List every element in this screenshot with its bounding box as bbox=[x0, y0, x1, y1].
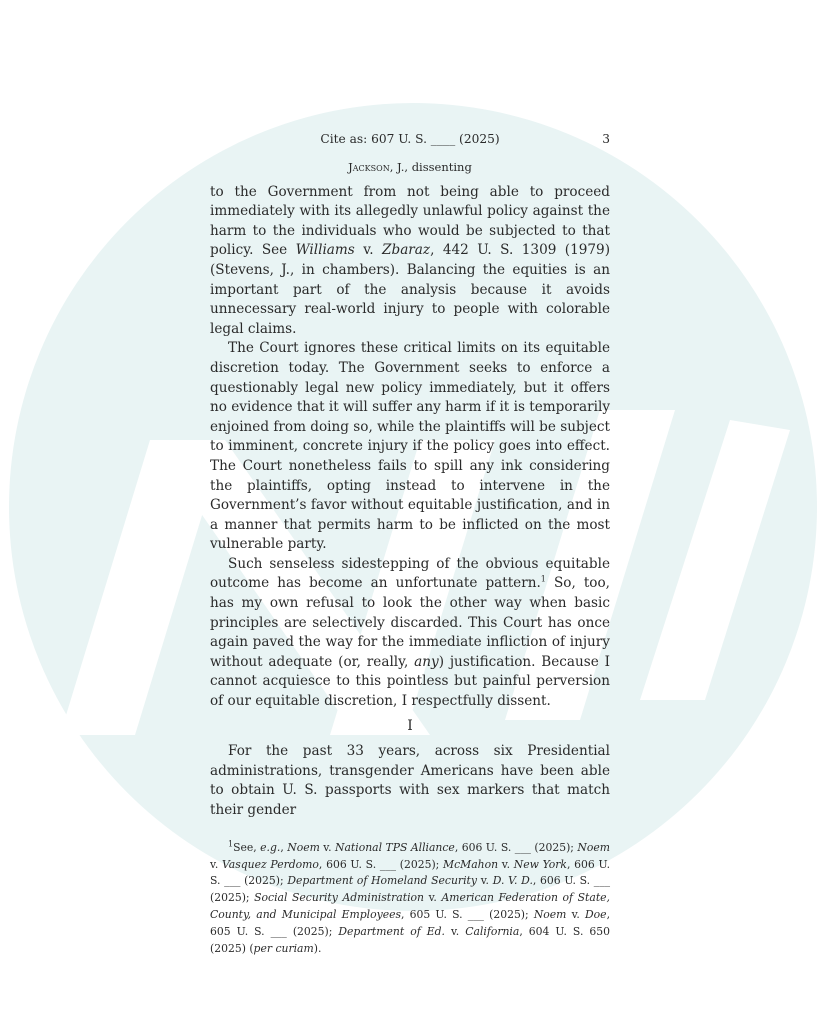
footnote-text-segment: , 605 U. S. ___ (2025); bbox=[210, 908, 610, 939]
footnote-text-segment: v. bbox=[498, 857, 514, 871]
footnote-text-segment: ). bbox=[313, 942, 322, 956]
emphasis-any: any bbox=[414, 653, 439, 670]
paragraph-2: The Court ignores these critical limits on its equitable discretion today. The Government seeks to enforce a questionably legal new policy immediately, but it offers no evidence that it will suffer any harm if it is temporarily enjoined from doing so, while the plaintiffs will be subject to imminent, concrete injury if the policy goes into effect. The Court nonetheless fails to spill any ink considering the plaintiffs, opting instead to intervene in the Government’s favor without equitable justification, and in a manner that permits harm to be inflicted on the most vulnerable party. bbox=[210, 340, 611, 553]
document-page bbox=[210, 130, 610, 958]
footnote-text-segment: , 605 U. S. ___ (2025); bbox=[401, 908, 534, 922]
footnote-text-segment: , 604 U. S. 650 (2025) ( bbox=[210, 925, 610, 956]
footnote-text-segment: Department of Ed. bbox=[338, 925, 445, 939]
footnote-text-segment: e.g. bbox=[260, 840, 281, 854]
footnote-text-segment: , bbox=[280, 840, 288, 854]
footnote-text-segment: v. bbox=[566, 908, 586, 922]
footnote-text-segment: , 442 U. S. 1309 (1979) (Stevens, J., in chambers). Balancing the equities is an important part of the analysis because it avoids unnecessary real-world injury to people with colorable legal claims. bbox=[210, 242, 610, 337]
footnote-text-segment: v. bbox=[319, 840, 336, 854]
footnote-text-segment: v. bbox=[354, 242, 383, 259]
footnote-number: 1 bbox=[228, 839, 234, 848]
footnote-text-segment: New York bbox=[513, 857, 567, 871]
footnote-text-segment: , 606 U. S. ___ (2025); bbox=[318, 857, 444, 871]
justice-suffix: , J., dissenting bbox=[389, 160, 472, 174]
section-heading: I bbox=[407, 717, 413, 734]
footnote-text-segment: , 606 U. S. ___ (2025); bbox=[210, 874, 610, 905]
footnote-text-segment: McMahon bbox=[443, 857, 499, 871]
footnote-text-segment: Department of Homeland Security bbox=[287, 874, 477, 888]
footnote-marker[interactable]: 1 bbox=[540, 574, 546, 584]
footnote-text-segment: Noem bbox=[533, 908, 567, 922]
footnote-text-segment: Noem bbox=[577, 840, 610, 854]
footnote-text-segment: v. bbox=[444, 925, 466, 939]
justice-name: Jackson bbox=[348, 160, 390, 174]
footnote-text-segment: , 606 U. S. ___ (2025); bbox=[210, 857, 610, 888]
footnote-text-segment: See, bbox=[233, 840, 261, 854]
footnote-text-segment: Noem bbox=[287, 840, 320, 854]
citation-header: Cite as: 607 U. S. ____ (2025) bbox=[320, 132, 500, 146]
footnote-text-segment: American Federation of State, County, and Municipal Employees bbox=[210, 891, 610, 922]
footnote-text-segment: v. bbox=[476, 874, 493, 888]
footnote-text-segment: So, too, has my own refusal to look the other way when basic principles are selectively discarded. This Court has once again paved the way for the immediate infliction of injury without adequate (or, really, bbox=[210, 575, 610, 670]
watermark-letter-i-2 bbox=[640, 420, 790, 700]
case-name-williams: Williams bbox=[295, 242, 355, 259]
footnote-text-segment: Doe bbox=[585, 908, 607, 922]
footnote-text-segment: D. V. D. bbox=[492, 874, 533, 888]
footnote-text-segment: , 606 U. S. ___ (2025); bbox=[454, 840, 578, 854]
footnote-text-segment: to the Government from not being able to proceed immediately with its allegedly unlawful policy against the harm to the individuals who would be subjected to that policy. See bbox=[210, 183, 610, 259]
footnote-text-segment: v. bbox=[210, 857, 222, 871]
footnote-text-segment: Vasquez Perdomo bbox=[221, 857, 319, 871]
footnote-text-segment: California bbox=[465, 925, 520, 939]
running-header bbox=[210, 130, 610, 150]
footnote-text-segment: Such senseless sidestepping of the obvious equitable outcome has become an unfortunate pattern. bbox=[210, 555, 610, 592]
footnote-1 bbox=[210, 840, 610, 958]
paragraph-1 bbox=[210, 183, 610, 340]
case-name-zbaraz: Zbaraz bbox=[382, 242, 431, 259]
footnote-text-segment: National TPS Alliance bbox=[335, 840, 455, 854]
justice-header bbox=[210, 158, 610, 178]
paragraph-4: For the past 33 years, across six Presidential administrations, transgender Americans have been able to obtain U. S. passports with sex markers that match their gender bbox=[210, 743, 610, 818]
footnote-text-segment: per curiam bbox=[253, 942, 314, 956]
footnote-text-segment: v. bbox=[424, 891, 442, 905]
paragraph-3 bbox=[210, 555, 610, 712]
footnote-text-segment: ) justification. Because I cannot acquiesce to this pointless but painful perversion of our equitable discretion, I respectfully dissent. bbox=[210, 653, 610, 710]
page-number: 3 bbox=[602, 132, 610, 146]
footnote-text-segment: Social Security Administration bbox=[254, 891, 424, 905]
